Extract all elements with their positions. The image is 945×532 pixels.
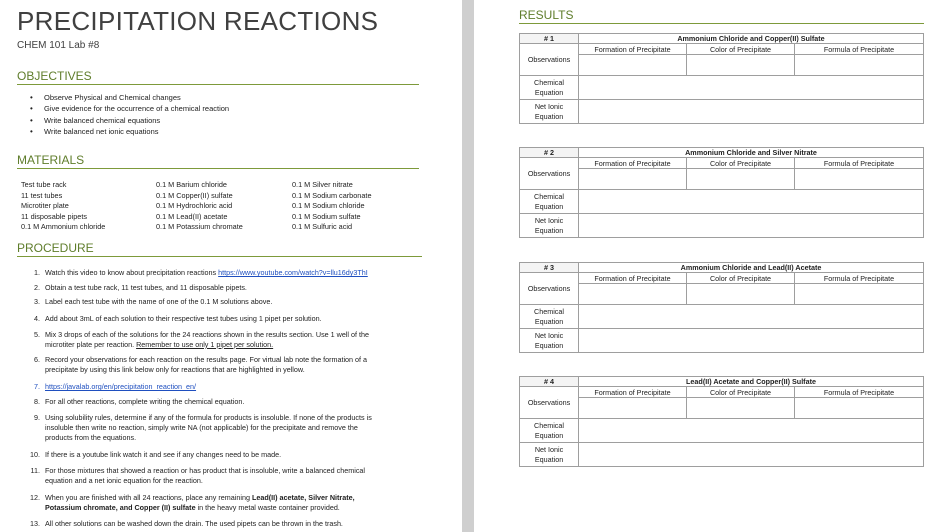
formula-cell[interactable] (795, 398, 924, 419)
color-cell[interactable] (687, 55, 795, 76)
material-item: 11 disposable pipets (21, 211, 87, 221)
col-formation: Formation of Precipitate (579, 158, 687, 169)
objectives-list (30, 92, 229, 138)
reaction-number: # 2 (520, 148, 579, 158)
observations-label: Observations (520, 158, 579, 190)
color-cell[interactable] (687, 169, 795, 190)
col-formula: Formula of Precipitate (795, 44, 924, 55)
page-title: PRECIPITATION REACTIONS (17, 6, 379, 36)
objective-item: • Observe Physical and Chemical changes (30, 92, 229, 103)
chemical-equation-cell[interactable] (579, 76, 924, 100)
material-item: Test tube rack (21, 180, 67, 189)
formation-cell[interactable] (579, 284, 687, 305)
results-table-3 (519, 262, 924, 353)
observations-label: Observations (520, 387, 579, 419)
formula-cell[interactable] (795, 55, 924, 76)
reaction-title: Lead(II) Acetate and Copper(II) Sulfate (579, 377, 924, 387)
results-heading: RESULTS (519, 8, 924, 24)
chemical-equation-label: Chemical Equation (520, 76, 579, 100)
objectives-heading: OBJECTIVES (17, 69, 419, 85)
material-item: 0.1 M Sulfuric acid (292, 222, 353, 231)
color-cell[interactable] (687, 398, 795, 419)
observations-label: Observations (520, 44, 579, 76)
materials-column-1 (21, 180, 105, 233)
objective-item: • Write balanced net ionic equations (30, 126, 229, 137)
materials-heading: MATERIALS (17, 153, 419, 169)
material-item: 0.1 M Silver nitrate (292, 180, 353, 189)
col-formation: Formation of Precipitate (579, 387, 687, 398)
page-subtitle: CHEM 101 Lab #8 (17, 40, 100, 51)
procedure-heading: PROCEDURE (17, 241, 422, 257)
net-ionic-cell[interactable] (579, 214, 924, 238)
col-color: Color of Precipitate (687, 44, 795, 55)
formula-cell[interactable] (795, 169, 924, 190)
results-table-1 (519, 33, 924, 124)
javalab-link[interactable]: https://javalab.org/en/precipitation_reaction_en/ (45, 382, 197, 391)
reaction-title: Ammonium Chloride and Copper(II) Sulfate (579, 34, 924, 44)
reaction-title: Ammonium Chloride and Lead(II) Acetate (579, 263, 924, 273)
col-formation: Formation of Precipitate (579, 273, 687, 284)
objective-item: • Give evidence for the occurrence of a chemical reaction (30, 103, 229, 114)
document-page-right (474, 0, 945, 532)
formation-cell[interactable] (579, 169, 687, 190)
material-item: 0.1 M Sodium carbonate (292, 190, 372, 200)
objective-item: • Write balanced chemical equations (30, 115, 229, 126)
chemical-equation-label: Chemical Equation (520, 305, 579, 329)
chemical-equation-label: Chemical Equation (520, 419, 579, 443)
reaction-number: # 3 (520, 263, 579, 273)
observations-label: Observations (520, 273, 579, 305)
reaction-number: # 4 (520, 377, 579, 387)
material-item: 0.1 M Lead(II) acetate (156, 211, 228, 221)
chemical-equation-cell[interactable] (579, 305, 924, 329)
material-item: 0.1 M Copper(II) sulfate (156, 190, 233, 200)
material-item: 0.1 M Ammonium chloride (21, 222, 106, 231)
chemical-equation-cell[interactable] (579, 190, 924, 214)
net-ionic-label: Net Ionic Equation (520, 329, 579, 353)
net-ionic-label: Net Ionic Equation (520, 443, 579, 467)
material-item: 0.1 M Sodium chloride (292, 201, 365, 210)
col-formula: Formula of Precipitate (795, 387, 924, 398)
material-item: 0.1 M Hydrochloric acid (156, 201, 233, 210)
material-item: 0.1 M Sodium sulfate (292, 211, 361, 221)
col-color: Color of Precipitate (687, 387, 795, 398)
chemical-equation-label: Chemical Equation (520, 190, 579, 214)
net-ionic-cell[interactable] (579, 443, 924, 467)
color-cell[interactable] (687, 284, 795, 305)
col-formula: Formula of Precipitate (795, 273, 924, 284)
reaction-number: # 1 (520, 34, 579, 44)
materials-column-3 (292, 180, 372, 233)
material-item: 0.1 M Potassium chromate (156, 222, 243, 231)
col-formation: Formation of Precipitate (579, 44, 687, 55)
formation-cell[interactable] (579, 55, 687, 76)
col-color: Color of Precipitate (687, 158, 795, 169)
material-item: 11 test tubes (21, 190, 63, 200)
youtube-link[interactable]: https://www.youtube.com/watch?v=llu16dy3ThI (218, 268, 368, 277)
material-item: Microtiter plate (21, 201, 69, 210)
col-formula: Formula of Precipitate (795, 158, 924, 169)
net-ionic-label: Net Ionic Equation (520, 214, 579, 238)
formation-cell[interactable] (579, 398, 687, 419)
net-ionic-cell[interactable] (579, 329, 924, 353)
reaction-title: Ammonium Chloride and Silver Nitrate (579, 148, 924, 158)
results-table-4 (519, 376, 924, 467)
results-table-2 (519, 147, 924, 238)
materials-column-2 (156, 180, 243, 233)
net-ionic-cell[interactable] (579, 100, 924, 124)
formula-cell[interactable] (795, 284, 924, 305)
chemical-equation-cell[interactable] (579, 419, 924, 443)
net-ionic-label: Net Ionic Equation (520, 100, 579, 124)
material-item: 0.1 M Barium chloride (156, 180, 227, 189)
col-color: Color of Precipitate (687, 273, 795, 284)
document-page-left: PRECIPITATION REACTIONS CHEM 101 Lab #8 OBJECTIVES • Observe Physical and Chemical changes • Give evidence for the occurrence of a chemical reaction • Write balanced chemical equations • Write balanced net ionic equations MATERIALS Test tube rack 11 test tubes Microtiter plate 11 disposable pipets 0.1 M Ammonium chloride 0.1 M Barium chloride 0.1 M Copper(II) sulfate 0.1 M Hydrochloric acid 0.1 M Lead(II) acetate 0.1 M Potassium chromate 0.1 M Silver nitrate 0.1 M Sodium carbonate 0.1 M Sodium chloride 0.1 M Sodium sulfate 0.1 M Sulfuric acid PROCEDURE 1. Watch this video to know about precipitation reactions https://www.youtube.com/watch?v=llu16dy3ThI 2. Obtain a test tube rack, 11 test tubes, and 11 disposable pipets. 3. Label each test tube with the name of one of the 0.1 M solutions above. 4. Add about 3mL of each solution to their respective test tubes using 1 pipet per solution. 5. Mix 3 drops of each of the solutions for the 24 reactions shown in the results section. Use 1 well of the microtiter plate per reaction. Remember to use only 1 pipet per solution. 6. Record your observations for each reaction on the results page. For virtual lab note the formation of a precipitate by using this link below only for reactions that are highlighted in yellow. 7. https://javalab.org/en/precipitation_reaction_en/ 8. For all other reactions, complete writing the chemical equation. 9. Using solubility rules, determine if any of the formula for products is insoluble. If none of the products is insoluble then write no reaction, simply write NA (not applicable) for the precipitate and remove the products from the equations. 10. If there is a youtube link watch it and see if any changes need to be made. 11. For those mixtures that showed a reaction or has product that is insoluble, write a balanced chemical equation and a net ionic equation for the reaction. 12. When you are finished with all 24 reactions, place any remaining Lead(II) acetate, Silver Nitrate, Potassium chromate, and Copper (II) sulfate in the heavy metal waste container provided. 13. All other solutions can be washed down the drain. The used pipets can be thrown in the trash. (0, 0, 462, 532)
